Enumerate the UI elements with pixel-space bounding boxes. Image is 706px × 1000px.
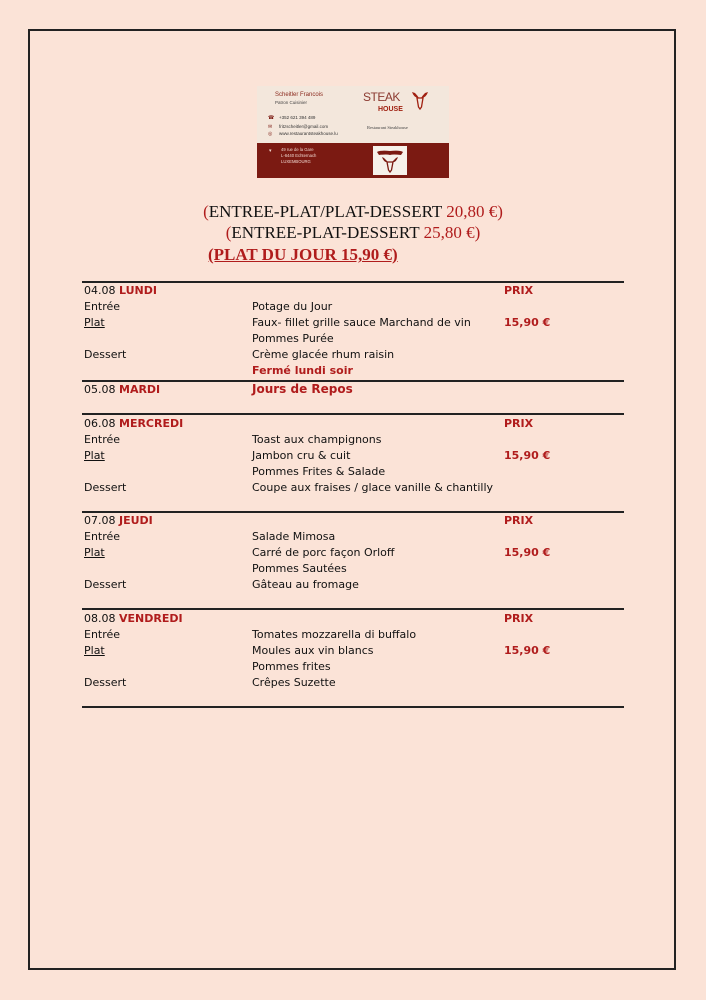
- logo-box: [373, 146, 407, 175]
- formula-1-open: (: [203, 202, 209, 221]
- formula-line-1: [0, 202, 706, 222]
- address-country: LUXEMBOURG: [281, 159, 311, 164]
- brand-house: HOUSE: [378, 106, 403, 113]
- plat-du-jour-line: (PLAT DU JOUR 15,90 €): [208, 245, 398, 264]
- prix-label: PRIX: [504, 417, 534, 430]
- day-header-jeudi: 07.08 JEUDI: [84, 514, 153, 527]
- brand-steak: STEAK: [363, 90, 400, 104]
- entree-label: Entrée: [84, 300, 121, 313]
- formula-2-open: (: [225, 223, 232, 242]
- business-card: [257, 86, 449, 178]
- phone-number: +352 621 394 489: [279, 115, 316, 120]
- location-pin-icon: ▾: [269, 148, 272, 154]
- divider: [82, 281, 624, 283]
- day-header-mercredi: 06.08 MERCREDI: [84, 417, 184, 430]
- plat-label: Plat: [84, 546, 105, 559]
- plat-label: Plat: [84, 449, 105, 462]
- formula-line-2: [0, 223, 706, 243]
- card-bottom-panel: [257, 143, 449, 178]
- formula-2-price: 25,80 €: [423, 223, 475, 242]
- formula-1-label: ENTREE-PLAT/PLAT-DESSERT: [208, 202, 447, 221]
- price-value: 15,90 €: [504, 316, 551, 329]
- bull-emblem-icon: [373, 146, 407, 175]
- day-header-vendredi: 08.08 VENDREDI: [84, 612, 183, 625]
- formula-1-price: 20,80 €: [446, 202, 498, 221]
- restaurant-tagline: Restaurant Steakhouse: [367, 125, 408, 130]
- prix-label: PRIX: [504, 284, 534, 297]
- side-dish: Pommes frites: [252, 660, 331, 673]
- side-dish: Pommes Frites & Salade: [252, 465, 386, 478]
- entree-label: Entrée: [84, 628, 121, 641]
- bull-logo-icon: [409, 89, 431, 111]
- plat-dish: Jambon cru & cuit: [252, 449, 351, 462]
- phone-icon: ☎: [268, 115, 275, 121]
- dessert-dish: Crêpes Suzette: [252, 676, 336, 689]
- formula-2-label: ENTREE-PLAT-DESSERT: [231, 223, 424, 242]
- divider: [82, 706, 624, 708]
- price-value: 15,90 €: [504, 449, 551, 462]
- dessert-label: Dessert: [84, 348, 127, 361]
- dessert-label: Dessert: [84, 481, 127, 494]
- owner-name: Scheitler Francois: [275, 92, 324, 98]
- divider: [82, 511, 624, 513]
- website-url: www.restaurantsteakhouse.lu: [279, 131, 338, 136]
- divider: [82, 413, 624, 415]
- formula-1-close: ): [497, 202, 503, 221]
- divider: [82, 608, 624, 610]
- closed-note: Fermé lundi soir: [252, 364, 353, 377]
- plat-label: Plat: [84, 644, 105, 657]
- prix-label: PRIX: [504, 514, 534, 527]
- rest-day-note: Jours de Repos: [252, 382, 353, 396]
- plat-dish: Faux- fillet grille sauce Marchand de vin: [252, 316, 471, 329]
- plat-dish: Moules aux vin blancs: [252, 644, 374, 657]
- divider: [82, 380, 624, 382]
- side-dish: Pommes Purée: [252, 332, 334, 345]
- globe-icon: ◎: [268, 131, 273, 137]
- email-line: [268, 124, 328, 130]
- entree-dish: Potage du Jour: [252, 300, 333, 313]
- entree-label: Entrée: [84, 530, 121, 543]
- email-address: fritzscheitler@gmail.com: [279, 124, 329, 129]
- prix-label: PRIX: [504, 612, 534, 625]
- price-value: 15,90 €: [504, 546, 551, 559]
- phone-line: [268, 115, 315, 121]
- day-header-lundi: 04.08 LUNDI: [84, 284, 157, 297]
- dessert-dish: Coupe aux fraises / glace vanille & chantilly: [252, 481, 494, 494]
- owner-role: Patron Cuisinier: [275, 100, 308, 105]
- plat-dish: Carré de porc façon Orloff: [252, 546, 395, 559]
- side-dish: Pommes Sautées: [252, 562, 347, 575]
- website-line: [268, 131, 338, 137]
- mail-icon: ✉: [268, 124, 273, 130]
- entree-dish: Tomates mozzarella di buffalo: [252, 628, 417, 641]
- dessert-label: Dessert: [84, 578, 127, 591]
- address-city: L-6440 Echternach: [281, 153, 317, 158]
- dessert-dish: Gâteau au fromage: [252, 578, 359, 591]
- plat-label: Plat: [84, 316, 105, 329]
- dessert-dish: Crème glacée rhum raisin: [252, 348, 395, 361]
- card-top-panel: [257, 86, 449, 143]
- dessert-label: Dessert: [84, 676, 127, 689]
- entree-label: Entrée: [84, 433, 121, 446]
- day-header-mardi: 05.08 MARDI: [84, 383, 161, 396]
- formula-2-close: ): [474, 223, 481, 242]
- price-value: 15,90 €: [504, 644, 551, 657]
- entree-dish: Salade Mimosa: [252, 530, 336, 543]
- address-street: 49 rue de la Gare: [281, 147, 314, 152]
- entree-dish: Toast aux champignons: [252, 433, 382, 446]
